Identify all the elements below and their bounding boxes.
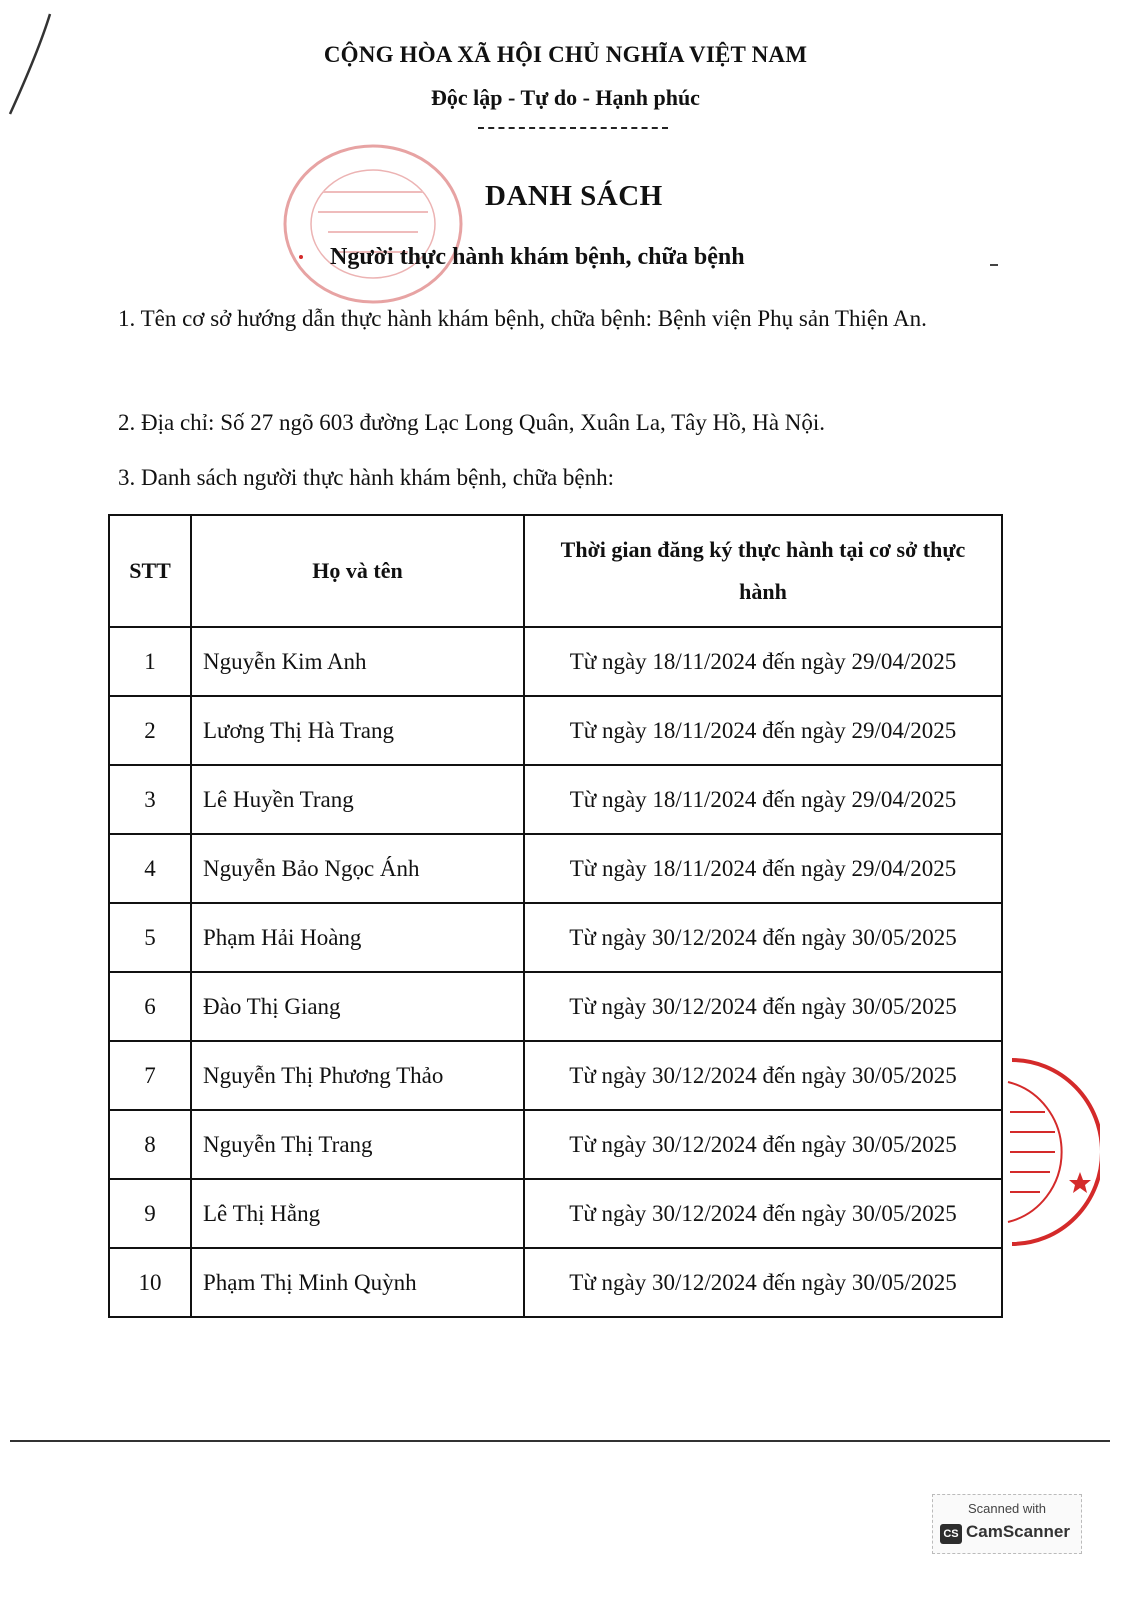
cell-stt: 4 bbox=[109, 834, 191, 903]
watermark-app-name: CamScanner bbox=[966, 1522, 1070, 1541]
facility-name-paragraph: 1. Tên cơ sở hướng dẫn thực hành khám bệnh, chữa bệnh: Bệnh viện Phụ sản Thiện An. bbox=[118, 306, 927, 331]
table-row bbox=[109, 972, 1002, 1041]
cell-name: Lê Huyền Trang bbox=[191, 765, 524, 834]
document-subtitle: Người thực hành khám bệnh, chữa bệnh bbox=[330, 244, 745, 270]
cell-time: Từ ngày 30/12/2024 đến ngày 30/05/2025 bbox=[524, 1248, 1002, 1317]
cell-stt: 10 bbox=[109, 1248, 191, 1317]
table-row bbox=[109, 1110, 1002, 1179]
cell-time: Từ ngày 30/12/2024 đến ngày 30/05/2025 bbox=[524, 903, 1002, 972]
table-row bbox=[109, 1248, 1002, 1317]
cell-name: Nguyễn Bảo Ngọc Ánh bbox=[191, 834, 524, 903]
cell-time: Từ ngày 30/12/2024 đến ngày 30/05/2025 bbox=[524, 1041, 1002, 1110]
camscanner-logo-icon: CS bbox=[940, 1524, 962, 1544]
cell-name: Nguyễn Thị Phương Thảo bbox=[191, 1041, 524, 1110]
faded-seal-icon bbox=[283, 142, 483, 307]
header-divider bbox=[478, 127, 668, 129]
cell-time: Từ ngày 18/11/2024 đến ngày 29/04/2025 bbox=[524, 696, 1002, 765]
header-stt: STT bbox=[109, 515, 191, 627]
list-intro-paragraph: 3. Danh sách người thực hành khám bệnh, chữa bệnh: bbox=[118, 465, 615, 490]
cell-stt: 3 bbox=[109, 765, 191, 834]
cell-name: Phạm Thị Minh Quỳnh bbox=[191, 1248, 524, 1317]
page-bottom-divider bbox=[10, 1440, 1110, 1442]
cell-time: Từ ngày 18/11/2024 đến ngày 29/04/2025 bbox=[524, 834, 1002, 903]
address-paragraph: 2. Địa chỉ: Số 27 ngõ 603 đường Lạc Long Quân, Xuân La, Tây Hồ, Hà Nội. bbox=[118, 410, 826, 435]
table-row bbox=[109, 1041, 1002, 1110]
cell-stt: 1 bbox=[109, 627, 191, 696]
cell-stt: 9 bbox=[109, 1179, 191, 1248]
cell-name: Nguyễn Kim Anh bbox=[191, 627, 524, 696]
cell-stt: 6 bbox=[109, 972, 191, 1041]
cell-stt: 2 bbox=[109, 696, 191, 765]
table-row bbox=[109, 903, 1002, 972]
table-row bbox=[109, 696, 1002, 765]
cell-name: Nguyễn Thị Trang bbox=[191, 1110, 524, 1179]
cell-name: Phạm Hải Hoàng bbox=[191, 903, 524, 972]
cell-stt: 5 bbox=[109, 903, 191, 972]
cell-name: Đào Thị Giang bbox=[191, 972, 524, 1041]
header-name: Họ và tên bbox=[191, 515, 524, 627]
practitioner-table bbox=[108, 514, 1003, 1318]
cell-time: Từ ngày 18/11/2024 đến ngày 29/04/2025 bbox=[524, 627, 1002, 696]
cell-time: Từ ngày 30/12/2024 đến ngày 30/05/2025 bbox=[524, 972, 1002, 1041]
stray-mark bbox=[990, 264, 998, 266]
national-slogan: Độc lập - Tự do - Hạnh phúc bbox=[431, 85, 700, 110]
table-row bbox=[109, 1179, 1002, 1248]
watermark-caption: Scanned with bbox=[967, 1501, 1047, 1516]
cell-time: Từ ngày 30/12/2024 đến ngày 30/05/2025 bbox=[524, 1110, 1002, 1179]
cell-time: Từ ngày 18/11/2024 đến ngày 29/04/2025 bbox=[524, 765, 1002, 834]
header-time: Thời gian đăng ký thực hành tại cơ sở thực hành bbox=[524, 515, 1002, 627]
table-row bbox=[109, 834, 1002, 903]
cell-stt: 7 bbox=[109, 1041, 191, 1110]
table-row bbox=[109, 765, 1002, 834]
document-title: DANH SÁCH bbox=[485, 180, 663, 212]
cell-stt: 8 bbox=[109, 1110, 191, 1179]
red-seal-icon bbox=[1000, 1052, 1100, 1252]
cell-time: Từ ngày 30/12/2024 đến ngày 30/05/2025 bbox=[524, 1179, 1002, 1248]
cell-name: Lê Thị Hằng bbox=[191, 1179, 524, 1248]
camscanner-watermark bbox=[932, 1494, 1082, 1554]
cell-name: Lương Thị Hà Trang bbox=[191, 696, 524, 765]
national-motto: CỘNG HÒA XÃ HỘI CHỦ NGHĨA VIỆT NAM bbox=[323, 42, 808, 67]
table-header-row bbox=[109, 515, 1002, 627]
table-row bbox=[109, 627, 1002, 696]
